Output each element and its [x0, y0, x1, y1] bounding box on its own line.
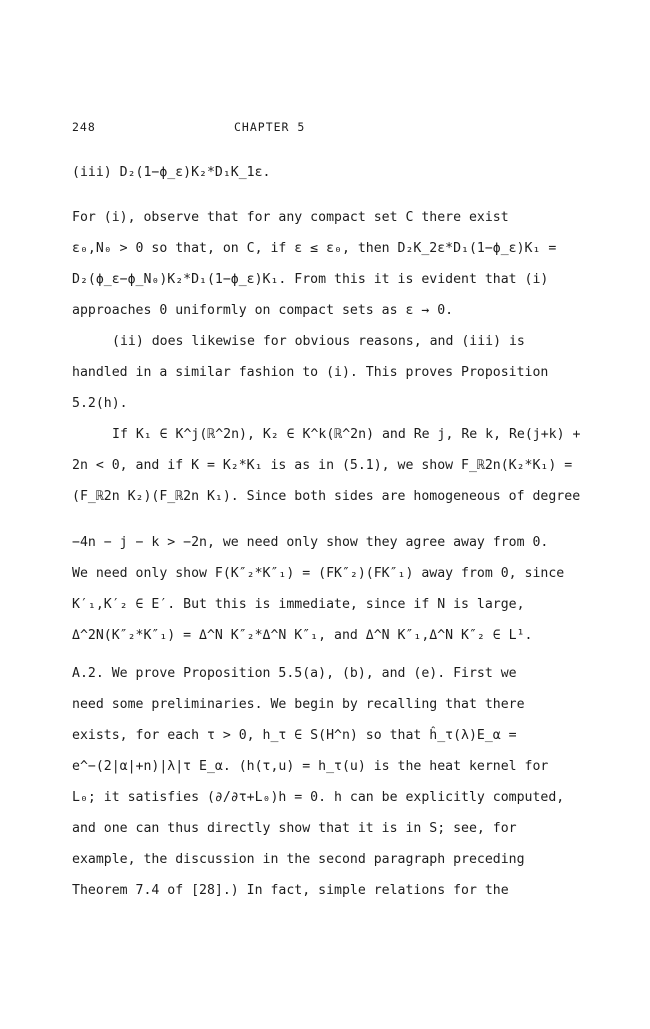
running-header: [72, 120, 610, 136]
text-line-8: 5.2(h).: [72, 396, 128, 411]
text-line-9: If K₁ ∈ K^j(ℝ^2n), K₂ ∈ K^k(ℝ^2n) and Re j, Re k, Re(j+k) +: [112, 427, 581, 442]
chapter-title: CHAPTER 5: [234, 120, 306, 134]
text-line-16: A.2. We prove Proposition 5.5(a), (b), and (e). First we: [72, 666, 517, 681]
text-line-13: We need only show F(K″₂*K″₁) = (FK″₂)(FK″₁) away from 0, since: [72, 566, 565, 581]
page-number: 248: [72, 120, 96, 134]
text-line-3: ε₀,N₀ > 0 so that, on C, if ε ≤ ε₀, then D₂K_2ε*D₁(1−ϕ_ε)K₁ =: [72, 241, 557, 256]
text-line-12: −4n − j − k > −2n, we need only show they agree away from 0.: [72, 535, 549, 550]
text-line-2: For (i), observe that for any compact set C there exist: [72, 210, 509, 225]
text-line-22: example, the discussion in the second paragraph preceding: [72, 852, 525, 867]
text-line-1: (iii) D₂(1−ϕ_ε)K₂*D₁K_1ε.: [72, 165, 271, 180]
text-line-18: exists, for each τ > 0, h_τ ∈ S(H^n) so that ĥ_τ(λ)E_α =: [72, 728, 517, 743]
text-line-10: 2n < 0, and if K = K₂*K₁ is as in (5.1), we show F_ℝ2n(K₂*K₁) =: [72, 458, 573, 473]
text-line-6: (ii) does likewise for obvious reasons, and (iii) is: [112, 334, 525, 349]
text-line-19: e^−(2|α|+n)|λ|τ E_α. (h(τ,u) = h_τ(u) is the heat kernel for: [72, 759, 549, 774]
text-line-20: L₀; it satisfies (∂/∂τ+L₀)h = 0. h can be explicitly computed,: [72, 790, 565, 805]
text-line-7: handled in a similar fashion to (i). This proves Proposition: [72, 365, 549, 380]
text-line-11: (F_ℝ2n K₂)(F_ℝ2n K₁). Since both sides are homogeneous of degree: [72, 489, 581, 504]
text-line-5: approaches 0 uniformly on compact sets as ε → 0.: [72, 303, 454, 318]
text-line-17: need some preliminaries. We begin by recalling that there: [72, 697, 525, 712]
text-line-4: D₂(ϕ_ε−ϕ_N₀)K₂*D₁(1−ϕ_ε)K₁. From this it is evident that (i): [72, 272, 549, 287]
text-line-23: Theorem 7.4 of [28].) In fact, simple relations for the: [72, 883, 509, 898]
text-line-15: Δ^2N(K″₂*K″₁) = Δ^N K″₂*Δ^N K″₁, and Δ^N K″₁,Δ^N K″₂ ∈ L¹.: [72, 628, 533, 643]
text-line-14: K′₁,K′₂ ∈ E′. But this is immediate, since if N is large,: [72, 597, 525, 612]
text-line-21: and one can thus directly show that it is in S; see, for: [72, 821, 517, 836]
